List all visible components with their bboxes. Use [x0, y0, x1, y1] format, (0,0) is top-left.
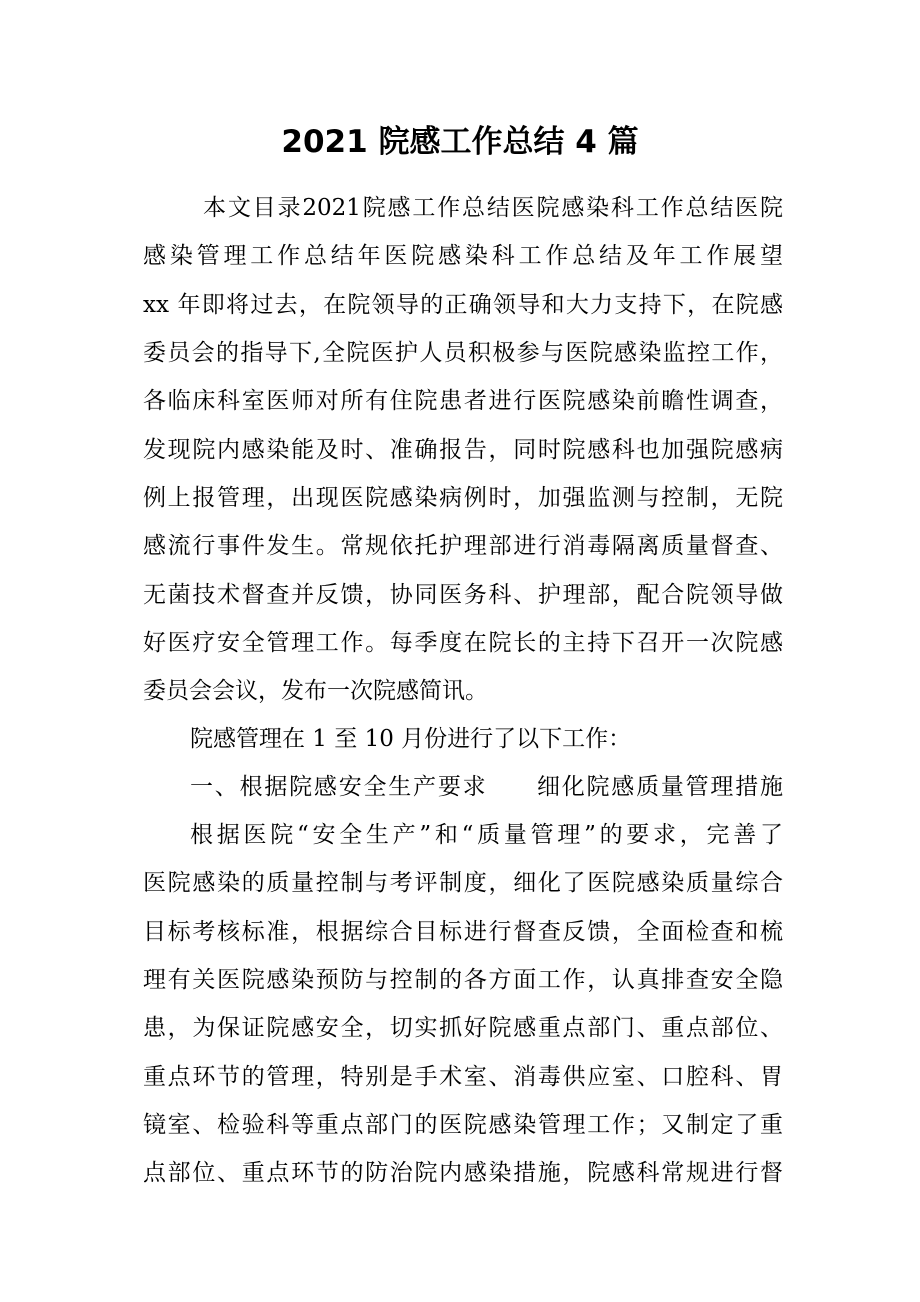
paragraph-line: 委员会会议，发布一次院感简讯。 [143, 678, 488, 704]
paragraph-line: 好医疗安全管理工作。每季度在院长的主持下召开一次院感 [143, 630, 783, 656]
paragraph-line: 点部位、重点环节的防治院内感染措施，院感科常规进行督 [143, 1160, 783, 1186]
paragraph-line: 院感管理在 1 至 10 月份进行了以下工作： [190, 726, 632, 752]
paragraph-line: 感染管理工作总结年医院感染科工作总结及年工作展望 [143, 243, 783, 269]
paragraph-line: xx 年即将过去，在院领导的正确领导和大力支持下，在院感 [143, 292, 783, 318]
paragraph-line: 理有关医院感染预防与控制的各方面工作，认真排查安全隐 [143, 967, 783, 993]
paragraph-line: 无菌技术督查并反馈，协同医务科、护理部，配合院领导做 [143, 582, 783, 608]
paragraph-line: 感流行事件发生。常规依托护理部进行消毒隔离质量督查、 [143, 533, 783, 559]
paragraph-line: 本文目录2021院感工作总结医院感染科工作总结医院 [203, 195, 783, 221]
paragraph-line: 各临床科室医师对所有住院患者进行医院感染前瞻性调查， [143, 388, 783, 414]
paragraph-line: 委员会的指导下,全院医护人员积极参与医院感染监控工作， [143, 340, 783, 366]
section-heading: 一、根据院感安全生产要求 细化院感质量管理措施 [190, 774, 783, 800]
paragraph-line: 镜室、检验科等重点部门的医院感染管理工作；又制定了重 [143, 1112, 783, 1138]
document-title: 2021 院感工作总结 4 篇 [281, 124, 639, 160]
paragraph-line: 根据医院“安全生产”和“质量管理”的要求，完善了 [190, 822, 783, 848]
paragraph-line: 患，为保证院感安全，切实抓好院感重点部门、重点部位、 [143, 1015, 783, 1041]
paragraph-line: 例上报管理，出现医院感染病例时，加强监测与控制，无院 [143, 485, 783, 511]
paragraph-line: 重点环节的管理，特别是手术室、消毒供应室、口腔科、胃 [143, 1064, 783, 1090]
paragraph-line: 医院感染的质量控制与考评制度，细化了医院感染质量综合 [143, 870, 783, 896]
paragraph-line: 发现院内感染能及时、准确报告，同时院感科也加强院感病 [143, 437, 783, 463]
paragraph-line: 目标考核标准，根据综合目标进行督查反馈，全面检查和梳 [143, 919, 783, 945]
